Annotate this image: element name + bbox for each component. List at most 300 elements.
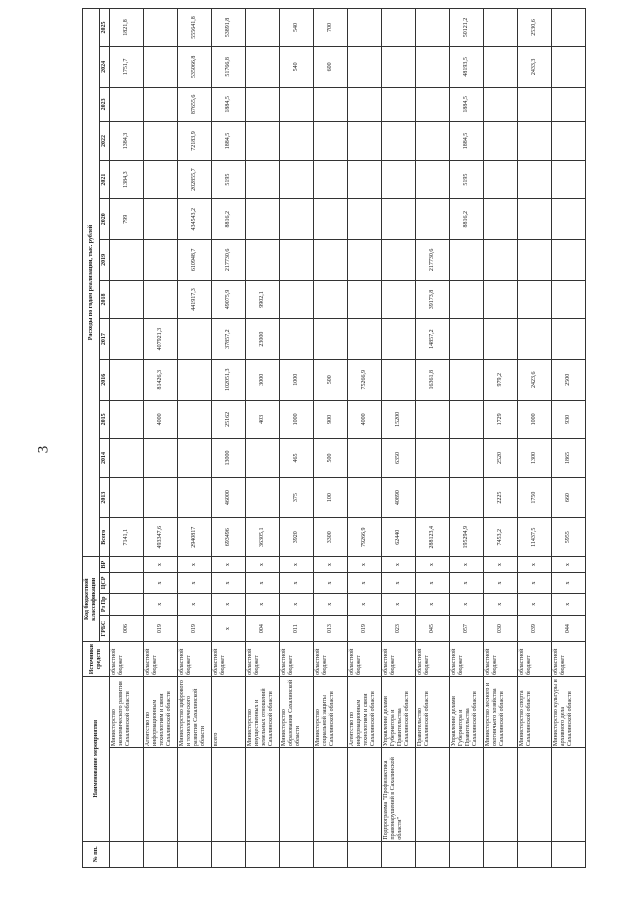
cell-grbs: х [212,615,246,641]
cell-vr: х [416,557,450,573]
cell-year-value: 979,2 [484,359,518,400]
cell-total: 11437,5 [518,518,552,557]
cell-year-value: 1384,3 [110,160,144,199]
header-year: 2013 [100,477,110,518]
header-year: 2015 [100,400,110,439]
cell-year-value [484,122,518,161]
cell-name [110,748,144,842]
cell-year-value: 1384,3 [110,122,144,161]
cell-year-value: 100 [314,477,348,518]
cell-grbs: 030 [484,615,518,641]
cell-year-value [280,160,314,199]
cell-year-value [314,240,348,281]
cell-vr: х [518,557,552,573]
cell-vr: х [314,557,348,573]
cell-source: областной бюджет [416,642,450,677]
cell-year-value: 46000 [212,477,246,518]
cell-year-value [382,359,416,400]
cell-year-value [382,280,416,319]
cell-year-value [144,199,178,240]
header-year: 2019 [100,240,110,281]
cell-rzpr [110,593,144,615]
cell-year-value [144,46,178,87]
cell-year-value [246,46,280,87]
cell-grbs: 045 [416,615,450,641]
table-row [212,9,246,868]
cell-executor: всего [212,676,246,747]
cell-year-value: 4000 [144,400,178,439]
cell-executor: Управление делами Губернатора и Правительства Сахалинской области [382,676,416,747]
cell-year-value [518,87,552,122]
cell-year-value [348,46,382,87]
cell-year-value [518,122,552,161]
cell-name [416,748,450,842]
cell-year-value [246,9,280,47]
header-source: Источники средств [83,642,110,677]
cell-rzpr: х [280,593,314,615]
cell-year-value [484,46,518,87]
cell-source: областной бюджет [246,642,280,677]
cell-year-value [110,439,144,478]
cell-name [246,748,280,842]
cell-executor: Министерство имущественных и земельных отношений Сахалинской области [246,676,280,747]
cell-total: 7453,2 [484,518,518,557]
cell-rzpr: х [178,593,212,615]
cell-num [246,841,280,867]
cell-year-value [280,122,314,161]
cell-year-value: 53891,8 [212,9,246,47]
cell-year-value: 75266,9 [348,359,382,400]
cell-csr: х [518,573,552,593]
cell-name [144,748,178,842]
cell-year-value [382,9,416,47]
cell-vr: х [212,557,246,573]
cell-csr: х [212,573,246,593]
cell-year-value [110,319,144,360]
table-row [382,9,416,868]
cell-year-value [484,160,518,199]
cell-rzpr: х [484,593,518,615]
cell-year-value: 441917,3 [178,280,212,319]
cell-csr [110,573,144,593]
cell-year-value: 37857,2 [212,319,246,360]
cell-year-value: 1751,7 [110,46,144,87]
cell-total: 2940817 [178,518,212,557]
header-num: № пп. [83,841,110,867]
cell-csr: х [416,573,450,593]
cell-year-value [348,477,382,518]
header-year: 2022 [100,122,110,161]
cell-year-value [178,400,212,439]
cell-year-value [314,319,348,360]
cell-executor: Агентство по информационным технологиям и связи Сахалинской области [144,676,178,747]
cell-year-value: 1821,8 [110,9,144,47]
cell-grbs: 039 [518,615,552,641]
cell-year-value [552,122,586,161]
cell-year-value [348,160,382,199]
cell-year-value: 900 [314,400,348,439]
cell-year-value: 13000 [212,439,246,478]
cell-year-value: 1884,5 [212,122,246,161]
cell-num [518,841,552,867]
header-vr: ВР [100,557,110,573]
cell-year-value: 72183,9 [178,122,212,161]
cell-name [450,748,484,842]
cell-year-value [518,160,552,199]
cell-year-value [246,87,280,122]
cell-csr: х [144,573,178,593]
table-row [280,9,314,868]
cell-vr: х [280,557,314,573]
cell-year-value [348,9,382,47]
cell-year-value: 39173,8 [416,280,450,319]
cell-year-value: 1750 [518,477,552,518]
cell-year-value: 217730,6 [212,240,246,281]
cell-source: областной бюджет [518,642,552,677]
cell-executor: Министерство образования Сахалинской области [280,676,314,747]
cell-executor: Министерство социальной защиты Сахалинской области [314,676,348,747]
cell-year-value: 81426,3 [144,359,178,400]
cell-year-value [450,439,484,478]
cell-year-value: 48193,5 [450,46,484,87]
cell-year-value: 9902,1 [246,280,280,319]
cell-year-value: 2423,6 [518,359,552,400]
cell-year-value [518,240,552,281]
table-row [552,9,586,868]
header-expenses-group: Расходы по годам реализации, тыс. рублей [83,9,100,557]
cell-year-value [144,87,178,122]
cell-num [144,841,178,867]
cell-year-value [348,240,382,281]
cell-csr: х [178,573,212,593]
cell-rzpr: х [518,593,552,615]
cell-year-value: 700 [314,9,348,47]
cell-num [178,841,212,867]
cell-year-value [416,46,450,87]
cell-year-value [314,122,348,161]
cell-total: 3300 [314,518,348,557]
cell-year-value: 375 [280,477,314,518]
cell-year-value [382,240,416,281]
cell-name [314,748,348,842]
cell-total: 493347,6 [144,518,178,557]
cell-grbs: 006 [110,615,144,641]
cell-year-value [314,87,348,122]
cell-name [348,748,382,842]
cell-year-value [382,199,416,240]
cell-year-value [518,280,552,319]
cell-year-value [416,439,450,478]
table-row [178,9,212,868]
cell-grbs: 023 [382,615,416,641]
header-year: 2017 [100,319,110,360]
cell-year-value [518,319,552,360]
cell-year-value [416,9,450,47]
cell-year-value: 2530,6 [518,9,552,47]
table-row [110,9,144,868]
cell-source: областной бюджет [348,642,382,677]
cell-vr [110,557,144,573]
cell-year-value [416,477,450,518]
cell-year-value [246,439,280,478]
cell-year-value [144,122,178,161]
cell-year-value: 660 [552,477,586,518]
header-code-group: Код бюджетной классификации [83,557,100,642]
header-year: 2021 [100,160,110,199]
cell-name [212,748,246,842]
cell-year-value [416,400,450,439]
cell-year-value [110,87,144,122]
cell-source: областной бюджет [450,642,484,677]
cell-year-value [416,160,450,199]
cell-year-value [178,439,212,478]
cell-year-value: 16361,8 [416,359,450,400]
cell-rzpr: х [382,593,416,615]
cell-total: 62440 [382,518,416,557]
cell-year-value: 555641,8 [178,9,212,47]
cell-rzpr: х [314,593,348,615]
cell-year-value: 2433,3 [518,46,552,87]
cell-rzpr: х [552,593,586,615]
cell-total: 36305,1 [246,518,280,557]
cell-source: областной бюджет [110,642,144,677]
cell-executor: Агентство по информационным технологиям и связи Сахалинской области [348,676,382,747]
cell-source: областной бюджет [212,642,246,677]
cell-year-value [246,240,280,281]
cell-year-value [280,199,314,240]
cell-source: областной бюджет [280,642,314,677]
cell-year-value: 407921,3 [144,319,178,360]
cell-total: 79266,9 [348,518,382,557]
cell-year-value [416,122,450,161]
cell-year-value: 87655,6 [178,87,212,122]
cell-num [416,841,450,867]
cell-year-value [280,240,314,281]
cell-year-value: 403 [246,400,280,439]
cell-vr: х [178,557,212,573]
cell-year-value [552,240,586,281]
cell-year-value: 2225 [484,477,518,518]
cell-year-value [246,199,280,240]
table-row [144,9,178,868]
cell-num [552,841,586,867]
cell-year-value [382,160,416,199]
cell-source: областной бюджет [314,642,348,677]
cell-year-value [484,199,518,240]
cell-year-value: 1000 [280,400,314,439]
cell-csr: х [450,573,484,593]
page-number: 3 [35,445,52,454]
cell-name [280,748,314,842]
cell-csr: х [382,573,416,593]
cell-vr: х [144,557,178,573]
cell-year-value: 217730,6 [416,240,450,281]
cell-vr: х [348,557,382,573]
cell-year-value [178,477,212,518]
cell-year-value [348,439,382,478]
cell-year-value [484,280,518,319]
cell-csr: х [246,573,280,593]
cell-year-value: 4000 [348,400,382,439]
cell-year-value: 15200 [382,400,416,439]
cell-name [552,748,586,842]
cell-vr: х [552,557,586,573]
cell-year-value [314,199,348,240]
cell-year-value: 49075,9 [212,280,246,319]
cell-year-value: 1000 [280,359,314,400]
cell-year-value [246,477,280,518]
cell-year-value: 23000 [246,319,280,360]
cell-year-value [450,359,484,400]
cell-year-value: 50121,2 [450,9,484,47]
cell-total: 693496 [212,518,246,557]
header-year: 2018 [100,280,110,319]
cell-year-value [110,280,144,319]
cell-year-value [110,477,144,518]
header-grbs: ГРБС [100,615,110,641]
cell-source: областной бюджет [484,642,518,677]
cell-year-value [552,160,586,199]
cell-rzpr: х [416,593,450,615]
cell-vr: х [484,557,518,573]
cell-grbs: 011 [280,615,314,641]
cell-year-value [178,359,212,400]
cell-csr: х [314,573,348,593]
header-total: Всего [100,518,110,557]
cell-num [450,841,484,867]
header-year: 2025 [100,9,110,47]
cell-csr: х [348,573,382,593]
cell-year-value [280,280,314,319]
rotated-table-container [82,8,630,868]
cell-source: областной бюджет [144,642,178,677]
cell-year-value: 1865 [552,439,586,478]
cell-year-value: 6350 [382,439,416,478]
cell-year-value [144,477,178,518]
cell-csr: х [280,573,314,593]
cell-rzpr: х [212,593,246,615]
cell-year-value [314,160,348,199]
cell-executor: Министерство экономического развития Сахалинской области [110,676,144,747]
cell-num [280,841,314,867]
cell-year-value: 1000 [518,400,552,439]
cell-year-value: 2500 [552,359,586,400]
cell-year-value: 3000 [246,359,280,400]
cell-num [382,841,416,867]
cell-year-value [450,319,484,360]
cell-year-value [416,199,450,240]
cell-year-value [348,280,382,319]
cell-year-value [484,240,518,281]
cell-year-value [552,280,586,319]
cell-year-value [280,319,314,360]
cell-year-value [110,240,144,281]
cell-year-value [382,319,416,360]
header-rzpr: Рз Пр [100,593,110,615]
cell-year-value: 1300 [518,439,552,478]
cell-year-value [348,87,382,122]
cell-year-value [144,160,178,199]
header-name: Наименование мероприятия [83,676,110,841]
cell-year-value: 434543,2 [178,199,212,240]
cell-year-value [552,199,586,240]
cell-year-value: 5195 [450,160,484,199]
cell-source: областной бюджет [382,642,416,677]
table-row [314,9,348,868]
cell-year-value: 8816,2 [212,199,246,240]
cell-year-value [382,46,416,87]
cell-name [484,748,518,842]
cell-total: 288123,4 [416,518,450,557]
cell-year-value: 25162 [212,400,246,439]
cell-year-value: 8816,2 [450,199,484,240]
cell-year-value [450,240,484,281]
cell-num [484,841,518,867]
cell-year-value [280,87,314,122]
cell-rzpr: х [246,593,280,615]
cell-year-value [314,280,348,319]
cell-executor: Министерство цифрового и технологического развития Сахалинской области [178,676,212,747]
cell-year-value [348,319,382,360]
cell-year-value [382,87,416,122]
cell-year-value [484,319,518,360]
header-year: 2016 [100,359,110,400]
cell-total: 3920 [280,518,314,557]
cell-year-value [382,122,416,161]
cell-year-value [518,199,552,240]
cell-grbs: 057 [450,615,484,641]
cell-year-value: 930 [552,400,586,439]
cell-year-value: 102051,3 [212,359,246,400]
cell-grbs: 019 [178,615,212,641]
cell-year-value [144,9,178,47]
header-year: 2024 [100,46,110,87]
cell-year-value: 1884,5 [212,87,246,122]
cell-rzpr: х [348,593,382,615]
cell-rzpr: х [144,593,178,615]
cell-rzpr: х [450,593,484,615]
cell-year-value [450,400,484,439]
cell-year-value: 610948,7 [178,240,212,281]
cell-name: Подпрограмма "Профилактика правонарушений в Сахалинской области" [382,748,416,842]
cell-year-value [484,87,518,122]
cell-executor: Правительство Сахалинской области [416,676,450,747]
table-row [484,9,518,868]
cell-name [178,748,212,842]
cell-year-value: 1729 [484,400,518,439]
cell-year-value [144,240,178,281]
table-row [518,9,552,868]
cell-executor: Управление делами Губернатора и Правительства Сахалинской области [450,676,484,747]
cell-year-value: 465 [280,439,314,478]
cell-year-value [416,87,450,122]
cell-name [518,748,552,842]
cell-year-value: 202855,7 [178,160,212,199]
cell-executor: Министерство спорта Сахалинской области [518,676,552,747]
cell-year-value: 535066,8 [178,46,212,87]
cell-total: 195294,9 [450,518,484,557]
table-row [348,9,382,868]
cell-year-value: 540 [280,46,314,87]
cell-year-value [552,46,586,87]
cell-year-value: 51766,8 [212,46,246,87]
cell-total: 5955 [552,518,586,557]
cell-year-value [178,319,212,360]
cell-year-value [110,359,144,400]
cell-year-value: 40890 [382,477,416,518]
cell-grbs: 004 [246,615,280,641]
cell-year-value [348,122,382,161]
